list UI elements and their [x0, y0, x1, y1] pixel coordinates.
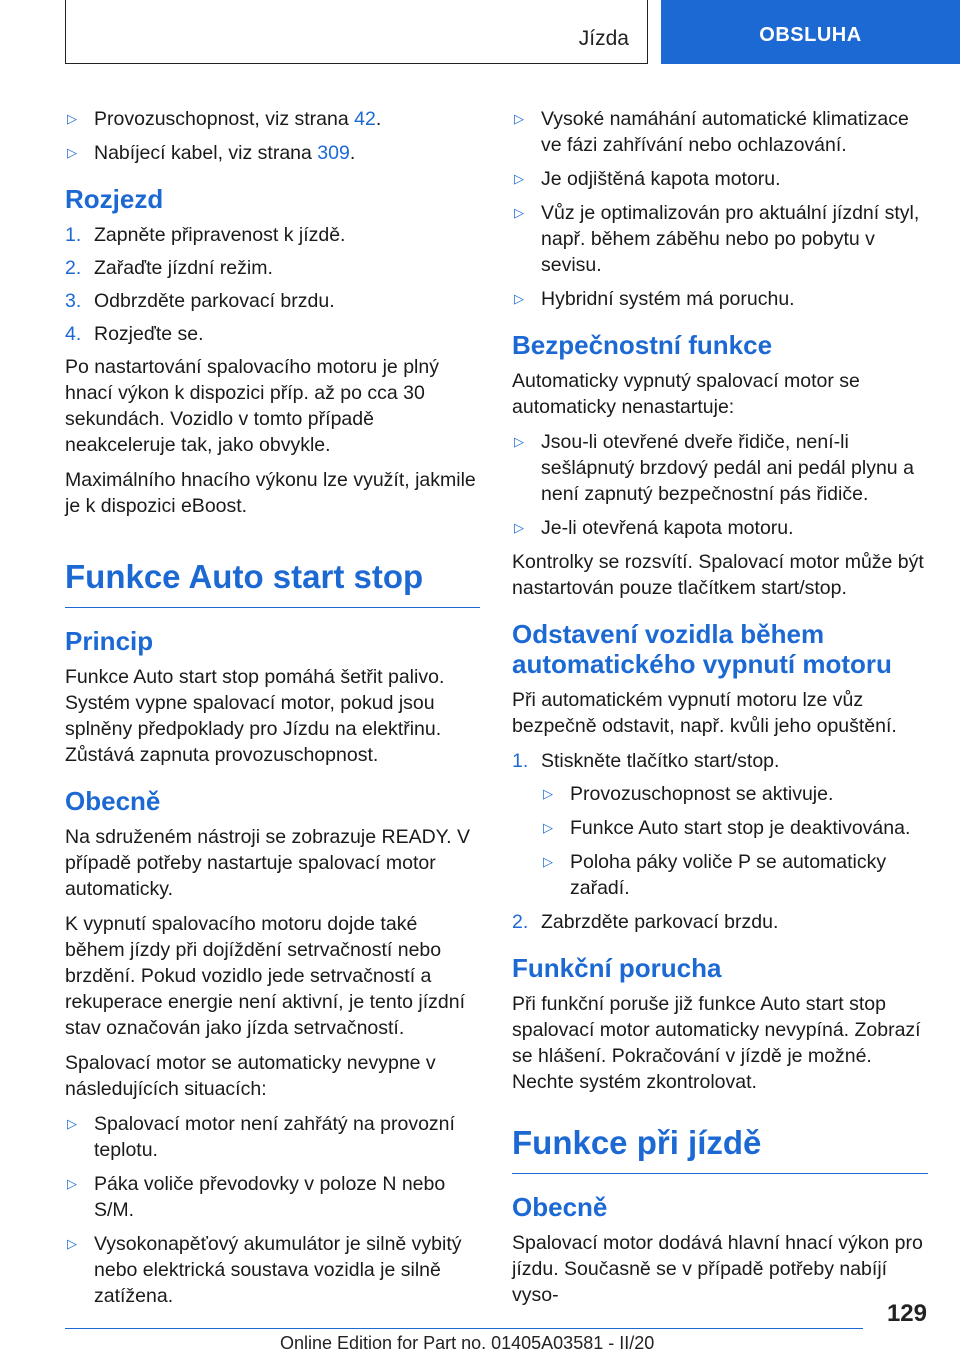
triangle-bullet-icon: ▷: [514, 205, 524, 220]
triangle-bullet-icon: ▷: [543, 786, 553, 801]
header-section-title: Jízda: [578, 27, 629, 50]
heading-obecne: Obecně: [512, 1192, 608, 1222]
paragraph: Maximálního hnacího výkonu lze využít, jakmile je k dispozici eBoost.: [65, 469, 476, 517]
triangle-bullet-icon: ▷: [543, 820, 553, 835]
header-frame: [65, 0, 648, 64]
step-item: 2. Zabrzděte parkovací brzdu.: [512, 911, 779, 933]
sub-list-item: ▷ Provozuschopnost se aktivuje.: [543, 783, 834, 805]
list-item: ▷ Páka voliče převodovky v poloze N nebo S/M.: [67, 1173, 446, 1221]
triangle-bullet-icon: ▷: [67, 145, 77, 160]
list-item: ▷ Spalovací motor není zahřátý na provozní teplotu.: [67, 1113, 455, 1161]
paragraph: Spalovací motor se automaticky nevypne v následujících situacích:: [65, 1052, 436, 1100]
list-item: ▷ Je odjištěná kapota motoru.: [514, 168, 781, 190]
list-item: ▷ Vůz je optimalizován pro aktuální jízdní styl, např. během záběhu nebo po pobytu v sevisu.: [514, 202, 920, 276]
footer-divider: [65, 1328, 863, 1329]
heading-bezpecnostni-funkce: Bezpečnostní funkce: [512, 330, 773, 360]
paragraph: K vypnutí spalovacího motoru dojde také během jízdy při dojíždění setrvačností nebo brzdění. Pokud vozidlo jede setrvačností a rekuperace energie není aktivní, je tento jízdní stav označován jako jízda setrvačností.: [65, 913, 465, 1039]
step-item: 2. Zařaďte jízdní režim.: [65, 257, 273, 279]
triangle-bullet-icon: ▷: [67, 1116, 77, 1131]
triangle-bullet-icon: ▷: [514, 111, 524, 126]
heading-obecne: Obecně: [65, 786, 161, 816]
triangle-bullet-icon: ▷: [67, 1236, 77, 1251]
paragraph: Po nastartování spalovacího motoru je plný hnací výkon k dispozici příp. až po cca 30 sekundách. Vozidlo v tomto případě neakceleruje tak, jako obvykle.: [65, 356, 439, 456]
triangle-bullet-icon: ▷: [514, 291, 524, 306]
sub-list-item: ▷ Poloha páky voliče P se automaticky zařadí.: [543, 851, 887, 899]
triangle-bullet-icon: ▷: [67, 1176, 77, 1191]
heading-funkce-pri-jizde: Funkce při jízdě: [512, 1121, 928, 1174]
triangle-bullet-icon: ▷: [514, 520, 524, 535]
step-item: 1. Stiskněte tlačítko start/stop.: [512, 750, 780, 772]
triangle-bullet-icon: ▷: [67, 111, 77, 126]
step-item: 4. Rozjeďte se.: [65, 323, 204, 345]
list-item: ▷ Hybridní systém má poruchu.: [514, 288, 795, 310]
triangle-bullet-icon: ▷: [514, 434, 524, 449]
footer-edition: Online Edition for Part no. 01405A03581 - II/20: [280, 1333, 655, 1353]
triangle-bullet-icon: ▷: [543, 854, 553, 869]
heading-rozjezd: Rozjezd: [65, 184, 164, 214]
list-item: ▷ Provozuschopnost, viz strana 42.: [67, 108, 382, 130]
triangle-bullet-icon: ▷: [514, 171, 524, 186]
list-item: ▷ Je-li otevřená kapota motoru.: [514, 517, 794, 539]
step-item: 3. Odbrzděte parkovací brzdu.: [65, 290, 335, 312]
list-item: ▷ Nabíjecí kabel, viz strana 309.: [67, 142, 356, 164]
page-link[interactable]: 309: [317, 142, 350, 164]
right-column: [512, 102, 928, 1317]
paragraph: Při funkční poruše již funkce Auto start stop spalovací motor automaticky nevypíná. Zobrazí se hlášení. Pokračování v jízdě je možné. Nechte systém zkontrolovat.: [512, 993, 921, 1093]
paragraph: Funkce Auto start stop pomáhá šetřit palivo. Systém vypne spalovací motor, pokud jsou splněny předpoklady pro Jízdu na elektřinu. Zůstává zapnuta provozuschopnost.: [65, 666, 445, 766]
page-number: 129: [886, 1300, 927, 1327]
paragraph: Kontrolky se rozsvítí. Spalovací motor může být nastartován pouze tlačítkem start/stop.: [512, 551, 924, 599]
sub-list-item: ▷ Funkce Auto start stop je deaktivována.: [543, 817, 911, 839]
heading-princip: Princip: [65, 626, 154, 656]
paragraph: Spalovací motor dodává hlavní hnací výkon pro jízdu. Současně se v případě potřeby nabíjí vyso-: [512, 1232, 923, 1306]
list-item: ▷ Vysoké namáhání automatické klimatizace ve fázi zahřívání nebo ochlazování.: [514, 108, 909, 156]
heading-odstaveni-vozidla: Odstavení vozidla během automatického vypnutí motoru: [512, 619, 892, 679]
heading-auto-start-stop: Funkce Auto start stop: [65, 555, 480, 608]
heading-funkcni-porucha: Funkční porucha: [512, 953, 722, 983]
paragraph: Při automatickém vypnutí motoru lze vůz bezpečně odstavit, např. kvůli jeho opuštění.: [512, 689, 897, 737]
left-column: [65, 102, 480, 1317]
list-item: ▷ Vysokonapěťový akumulátor je silně vybitý nebo elektrická soustava vozidla je silně zatížena.: [67, 1233, 462, 1307]
step-item: 1. Zapněte připravenost k jízdě.: [65, 224, 346, 246]
page-link[interactable]: 42: [354, 108, 376, 130]
paragraph: Na sdruženém nástroji se zobrazuje READY. V případě potřeby nastartuje spalovací motor automaticky.: [65, 826, 470, 900]
paragraph: Automaticky vypnutý spalovací motor se automaticky nenastartuje:: [512, 370, 860, 418]
header-chapter-tab: OBSLUHA: [661, 0, 960, 64]
list-item: ▷ Jsou-li otevřené dveře řidiče, není-li sešlápnutý brzdový pedál ani pedál plynu a není zapnutý bezpečnostní pás řidiče.: [514, 431, 914, 505]
